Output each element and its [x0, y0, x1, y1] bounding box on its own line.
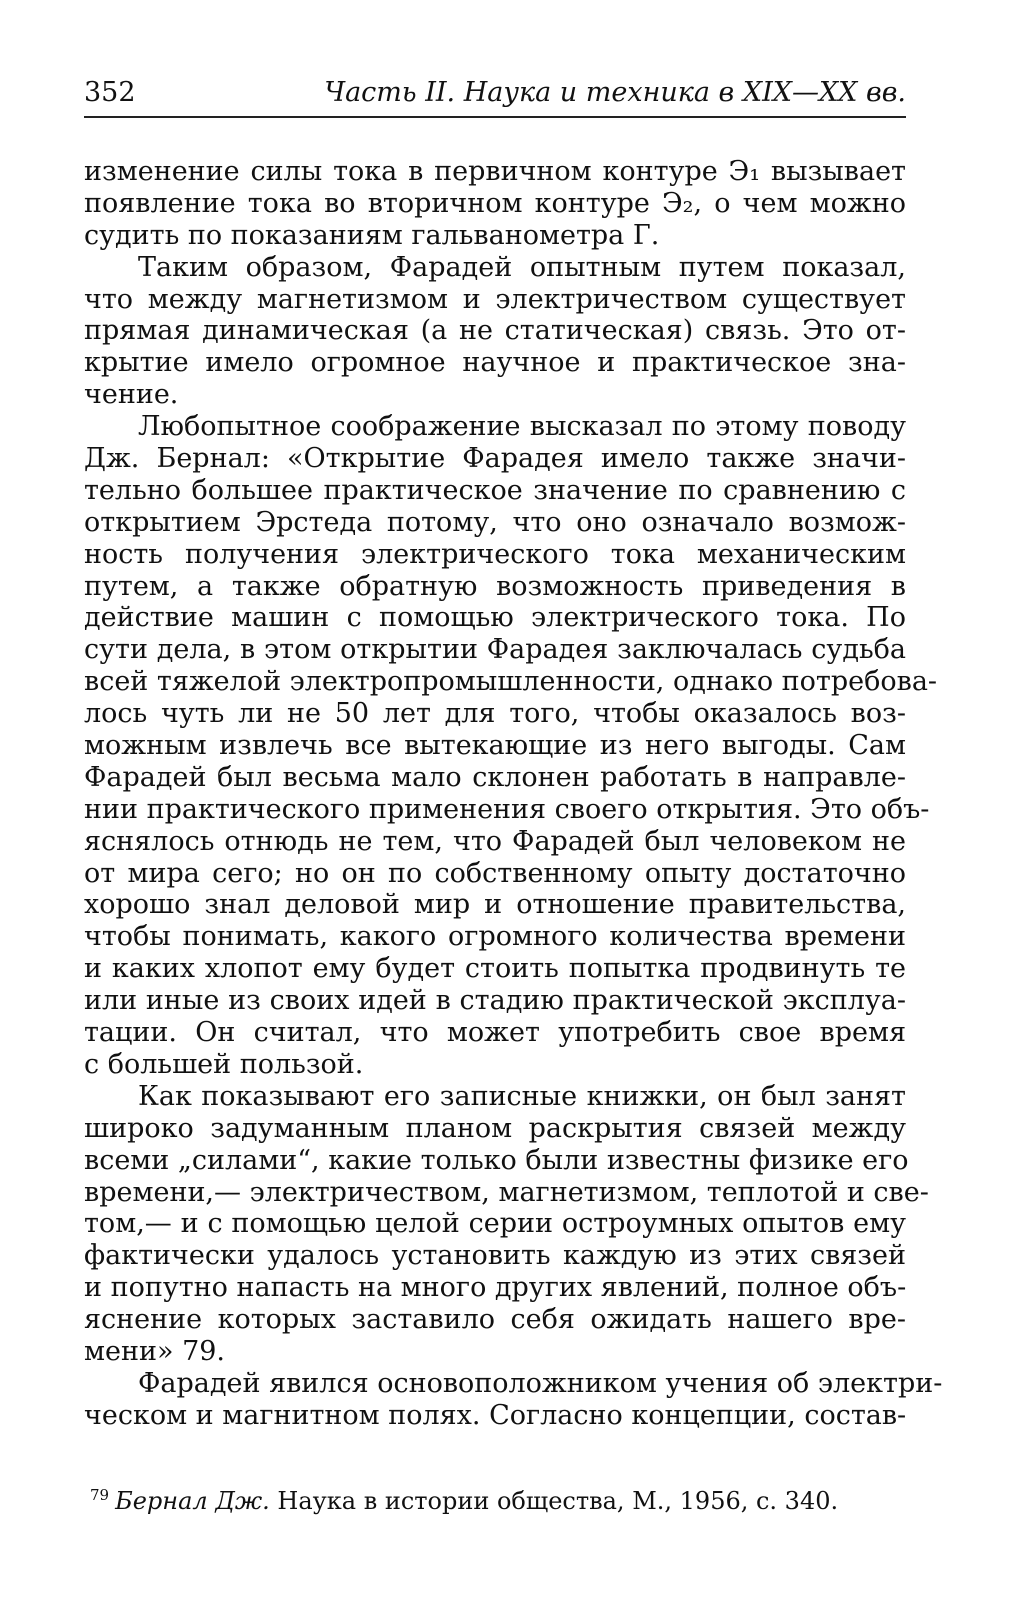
text-line: мени» 79. — [84, 1335, 226, 1367]
text-line: широко задуманным планом раскрытия связей между — [84, 1112, 906, 1144]
text-line: Фарадей явился основоположником учения об электри- — [138, 1367, 943, 1399]
text-line: Любопытное соображение высказал по этому поводу — [138, 411, 906, 443]
text-line: Фарадей был весьма мало склонен работать в направле- — [84, 761, 906, 793]
text-line: крытие имело огромное научное и практическое зна- — [84, 347, 906, 379]
text-line: действие машин с помощью электрического тока. По — [84, 602, 906, 634]
text-line: открытием Эрстеда потому, что оно означало возмож- — [84, 506, 906, 538]
text-line: яснение которых заставило себя ожидать нашего вре- — [84, 1304, 906, 1336]
text-line: всей тяжелой электропромышленности, однако потребова- — [84, 666, 938, 698]
text-line: чение. — [84, 379, 179, 411]
text-line: яснялось отнюдь не тем, что Фарадей был человеком не — [84, 825, 906, 857]
text-line: от мира сего; но он по собственному опыту достаточно — [84, 857, 906, 889]
text-line: путем, а также обратную возможность приведения в — [84, 570, 906, 602]
text-line: нии практического применения своего открытия. Это объ- — [84, 793, 930, 825]
text-line: появление тока во вторичном контуре Э₂, о чем можно — [84, 187, 906, 219]
text-line: или иные из своих идей в стадию практической эксплуа- — [84, 985, 906, 1017]
text-line: можным извлечь все вытекающие из него выгоды. Сам — [84, 730, 906, 762]
text-line: лось чуть ли не 50 лет для того, чтобы оказалось воз- — [84, 698, 906, 730]
footnote-text: Наука в истории общества, М., 1956, с. 340. — [277, 1487, 839, 1515]
text-line: Как показывают его записные книжки, он был занят — [138, 1080, 906, 1112]
text-line: хорошо знал деловой мир и отношение правительства, — [84, 889, 906, 921]
text-line: что между магнетизмом и электричеством существует — [84, 283, 906, 315]
running-title: Часть II. Наука и техника в XIX—XX вв. — [324, 77, 906, 108]
text-line: изменение силы тока в первичном контуре Э₁ вызывает — [84, 156, 906, 187]
text-line: судить по показаниям гальванометра Г. — [84, 219, 660, 251]
text-line: сути дела, в этом открытии Фарадея заключалась судьба — [84, 634, 906, 666]
footnote-author: Бернал Дж. — [115, 1487, 270, 1515]
text-line: фактически удалось установить каждую из этих связей — [84, 1240, 906, 1272]
body-text — [84, 156, 943, 1432]
footnote-number: 79 — [90, 1486, 110, 1504]
footnote — [84, 1480, 912, 1516]
text-line: времени,— электричеством, магнетизмом, теплотой и све- — [84, 1176, 929, 1208]
text-line: с большей пользой. — [84, 1048, 364, 1080]
text-line: тации. Он считал, что может употребить свое время — [84, 1017, 906, 1049]
page-number: 352 — [84, 77, 136, 108]
text-line: и каких хлопот ему будет стоить попытка продвинуть те — [84, 953, 906, 985]
header-rule — [84, 116, 906, 118]
text-line: ческом и магнитном полях. Согласно концепции, состав- — [84, 1399, 907, 1431]
text-line: Дж. Бернал: «Открытие Фарадея имело также значи- — [84, 443, 906, 475]
text-line: Таким образом, Фарадей опытным путем показал, — [138, 251, 906, 283]
text-line: чтобы понимать, какого огромного количества времени — [84, 921, 906, 953]
page-header — [84, 76, 906, 116]
text-line: ность получения электрического тока механическим — [84, 538, 906, 570]
text-line: тельно большее практическое значение по сравнению с — [84, 474, 906, 506]
text-line: прямая динамическая (а не статическая) связь. Это от- — [84, 315, 906, 347]
text-line: всеми „силами“, какие только были известны физике его — [84, 1144, 909, 1176]
text-line: том,— и с помощью целой серии остроумных опытов ему — [84, 1208, 906, 1240]
text-line: и попутно напасть на много других явлений, полное объ- — [84, 1272, 907, 1304]
